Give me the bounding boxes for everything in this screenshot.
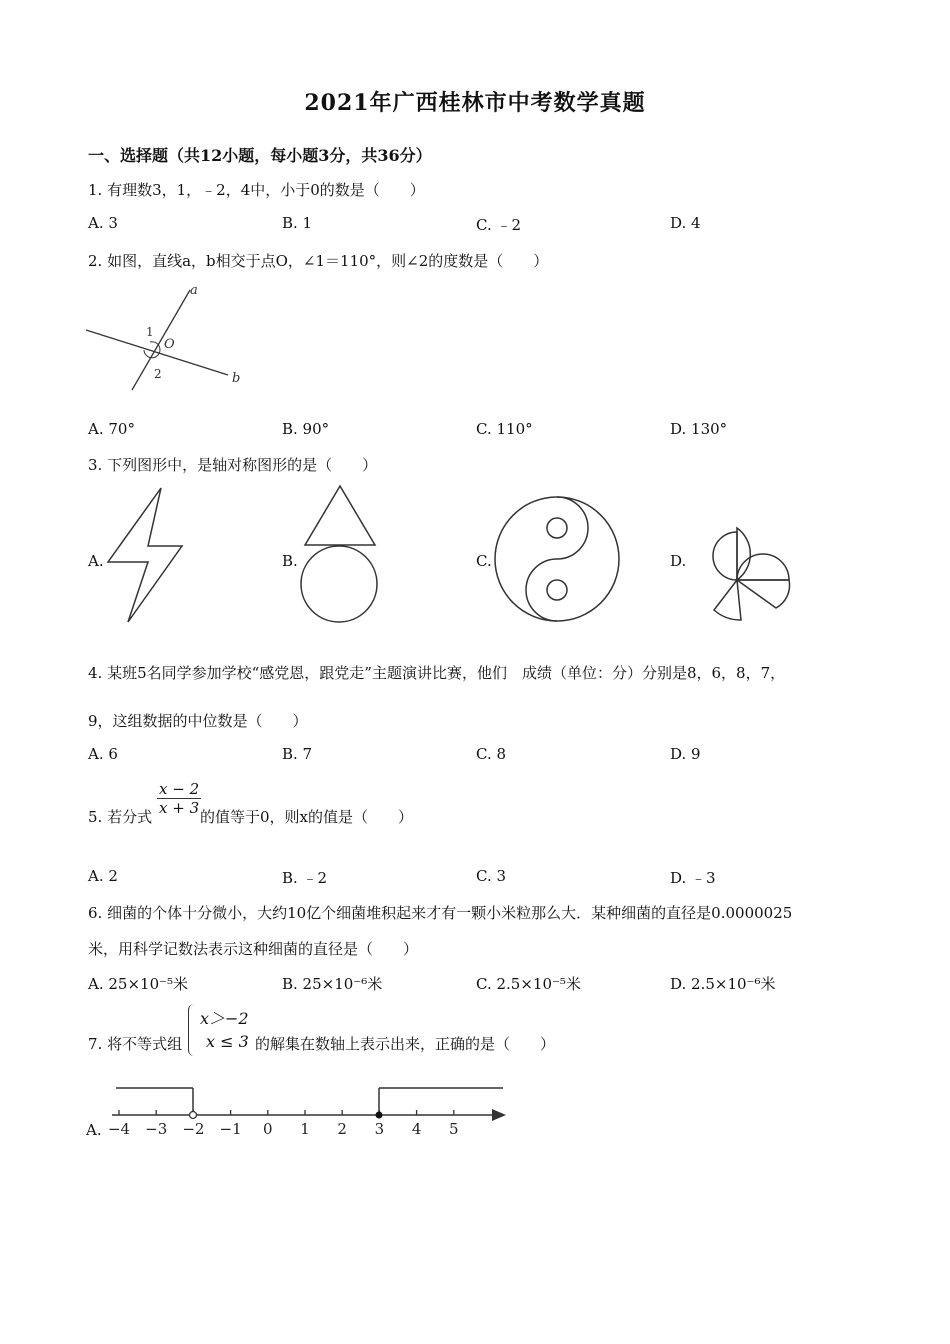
pinwheel-figure bbox=[712, 520, 796, 624]
q1-option-c[interactable]: C. ﹣2 bbox=[476, 216, 522, 234]
q2-option-a[interactable]: A. 70° bbox=[88, 420, 135, 438]
number-line-tick-label: 3 bbox=[374, 1120, 385, 1138]
q3-option-c[interactable]: C. bbox=[476, 552, 492, 570]
number-line-tick-label: −1 bbox=[219, 1120, 242, 1138]
fraction-denominator: x + 3 bbox=[159, 799, 200, 817]
question-7-suffix: 的解集在数轴上表示出来，正确的是（ ） bbox=[255, 1035, 556, 1053]
question-3-stem: 3. 下列图形中，是轴对称图形的是（ ） bbox=[88, 456, 378, 474]
intersecting-lines-figure bbox=[80, 278, 250, 398]
number-line-tick-label: 0 bbox=[263, 1120, 273, 1138]
q3-option-b[interactable]: B. bbox=[282, 552, 298, 570]
label-angle-1: 1 bbox=[146, 325, 154, 339]
q6-option-c[interactable]: C. 2.5×10⁻⁵米 bbox=[476, 975, 581, 993]
number-line-tick-label: 2 bbox=[337, 1120, 347, 1138]
question-2-stem: 2. 如图，直线a，b相交于点O，∠1＝110°，则∠2的度数是（ ） bbox=[88, 252, 549, 270]
q6-option-b[interactable]: B. 25×10⁻⁶米 bbox=[282, 975, 383, 993]
q3-option-d[interactable]: D. bbox=[670, 552, 687, 570]
question-6-stem-line2: 米，用科学记数法表示这种细菌的直径是（ ） bbox=[88, 940, 419, 958]
label-line-a: a bbox=[190, 283, 198, 298]
yin-yang-figure bbox=[492, 494, 622, 624]
q4-option-d[interactable]: D. 9 bbox=[670, 745, 701, 763]
q4-option-a[interactable]: A. 6 bbox=[88, 745, 118, 763]
q1-option-d[interactable]: D. 4 bbox=[670, 214, 701, 232]
q7-option-a[interactable]: A. bbox=[86, 1121, 102, 1139]
inequality-line-2: x ≤ 3 bbox=[206, 1032, 249, 1051]
number-line-tick-label: 5 bbox=[449, 1120, 459, 1138]
number-line-tick-label: −3 bbox=[145, 1120, 168, 1138]
q5-option-a[interactable]: A. 2 bbox=[88, 867, 118, 885]
question-7-prefix: 7. 将不等式组 bbox=[88, 1035, 183, 1053]
q4-option-b[interactable]: B. 7 bbox=[282, 745, 313, 763]
q2-option-b[interactable]: B. 90° bbox=[282, 420, 330, 438]
label-angle-2: 2 bbox=[154, 367, 162, 381]
number-line-tick-label: 4 bbox=[411, 1120, 422, 1138]
question-1-stem: 1. 有理数3，1，﹣2，4中，小于0的数是（ ） bbox=[88, 181, 425, 199]
fraction-numerator: x − 2 bbox=[159, 780, 200, 798]
q6-option-d[interactable]: D. 2.5×10⁻⁶米 bbox=[670, 975, 776, 993]
number-line-tick-label: 1 bbox=[300, 1120, 310, 1138]
open-point-minus-2 bbox=[190, 1112, 197, 1119]
question-4-stem-line2: 9，这组数据的中位数是（ ） bbox=[88, 712, 308, 730]
inequality-brace bbox=[188, 1004, 197, 1056]
closed-point-3 bbox=[376, 1112, 383, 1119]
q2-option-d[interactable]: D. 130° bbox=[670, 420, 728, 438]
q4-option-c[interactable]: C. 8 bbox=[476, 745, 507, 763]
q5-option-d[interactable]: D. ﹣3 bbox=[670, 869, 716, 887]
lightning-bolt-figure bbox=[104, 486, 188, 626]
page-title: 2021年广西桂林市中考数学真题 bbox=[304, 90, 646, 116]
fraction-expression bbox=[157, 780, 201, 817]
question-6-stem-line1: 6. 细菌的个体十分微小，大约10亿个细菌堆积起来才有一颗小米粒那么大．某种细菌的直径是0.0000025 bbox=[88, 904, 793, 922]
triangle-circle-figure bbox=[298, 484, 382, 626]
question-5-suffix: 的值等于0，则x的值是（ ） bbox=[200, 808, 414, 826]
q3-option-a[interactable]: A. bbox=[88, 552, 104, 570]
q5-option-b[interactable]: B. ﹣2 bbox=[282, 869, 328, 887]
label-point-o: O bbox=[164, 337, 175, 352]
q1-option-a[interactable]: A. 3 bbox=[88, 214, 118, 232]
q1-option-b[interactable]: B. 1 bbox=[282, 214, 313, 232]
q5-option-c[interactable]: C. 3 bbox=[476, 867, 507, 885]
q6-option-a[interactable]: A. 25×10⁻⁵米 bbox=[88, 975, 189, 993]
inequality-line-1: x＞−2 bbox=[200, 1009, 249, 1028]
question-4-stem-line1: 4. 某班5名同学参加学校“感党恩，跟党走”主题演讲比赛，他们 成绩（单位：分）分别是8，6，8，7， bbox=[88, 664, 786, 682]
section-heading: 一、选择题（共12小题，每小题3分，共36分） bbox=[88, 146, 432, 165]
q2-option-c[interactable]: C. 110° bbox=[476, 420, 533, 438]
number-line-tick-label: −2 bbox=[182, 1120, 205, 1138]
question-5-prefix: 5. 若分式 bbox=[88, 808, 153, 826]
label-line-b: b bbox=[232, 371, 241, 386]
number-line-tick-label: −4 bbox=[107, 1120, 131, 1138]
number-line-figure bbox=[100, 1078, 520, 1144]
